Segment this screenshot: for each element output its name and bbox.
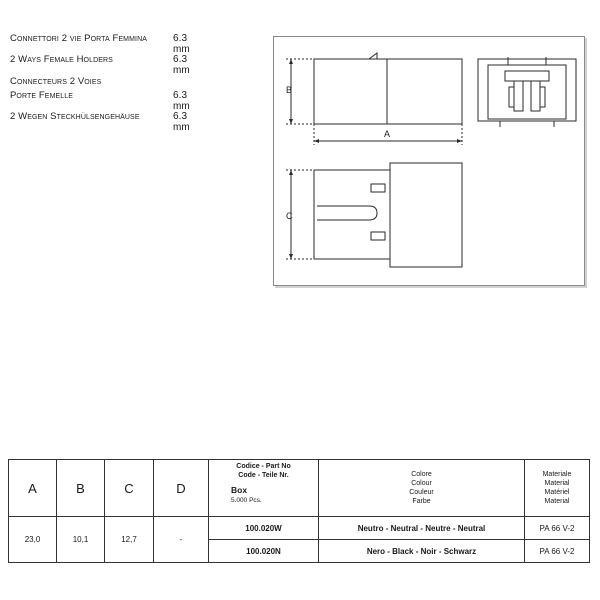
dim-a-value: 23,0 [9,517,57,563]
header-material-de: Material [544,498,570,505]
header-color-de: Farbe [412,498,431,505]
title-french-size: 6.3 mm [173,90,190,112]
header-material-fr: Matériel [544,489,570,496]
technical-drawing-frame [273,36,585,286]
part-color: Nero - Black - Noir - Schwarz [319,540,525,563]
part-color: Neutro - Neutral - Neutre - Neutral [319,517,525,540]
dimension-a-label: A [384,129,391,139]
side-view [286,53,462,145]
header-a: A [9,460,57,517]
header-code [209,460,319,517]
header-color-fr: Couleur [409,489,434,496]
dimension-b-label: B [286,85,293,95]
table-row [9,517,590,540]
header-pcs: 5.000 Pcs. [231,497,262,504]
title-italian-size: 6.3 mm [173,33,190,55]
header-color-en: Colour [411,480,432,487]
header-b: B [57,460,105,517]
part-code: 100.020N [209,540,319,563]
header-d: D [154,460,209,517]
part-code: 100.020W [209,517,319,540]
header-code-line1: Codice - Part No [236,463,291,470]
top-view [286,163,462,267]
part-material: PA 66 V-2 [525,517,590,540]
dim-c-value: 12,7 [105,517,154,563]
header-material [525,460,590,517]
dimension-c-label: C [286,211,293,221]
header-color-it: Colore [411,471,432,478]
header-code-line2: Code - Teile Nr. [238,472,289,479]
end-view [478,57,576,127]
title-german-label: 2 Wegen Steckhülsengehäuse [10,111,140,122]
technical-drawing [274,37,584,285]
title-french-line2 [10,90,190,112]
dim-d-value: - [154,517,209,563]
title-english [10,54,190,76]
title-english-label: 2 Ways Female Holders [10,54,113,65]
title-german [10,111,190,133]
header-c: C [105,460,154,517]
part-material: PA 66 V-2 [525,540,590,563]
dim-b-value: 10,1 [57,517,105,563]
title-italian [10,33,190,55]
specification-table [8,459,589,563]
header-box: Box [231,485,248,495]
table-header-row [9,460,590,517]
title-french-line1 [10,76,101,89]
title-english-size: 6.3 mm [173,54,190,76]
header-color [319,460,525,517]
header-material-it: Materiale [542,471,572,478]
title-french-label-2: Porte Femelle [10,90,74,101]
title-german-size: 6.3 mm [173,111,190,133]
title-italian-label: Connettori 2 vie Porta Femmina [10,33,148,44]
title-french-label-1: Connecteurs 2 Voies [10,76,102,87]
header-material-en: Material [544,480,570,487]
